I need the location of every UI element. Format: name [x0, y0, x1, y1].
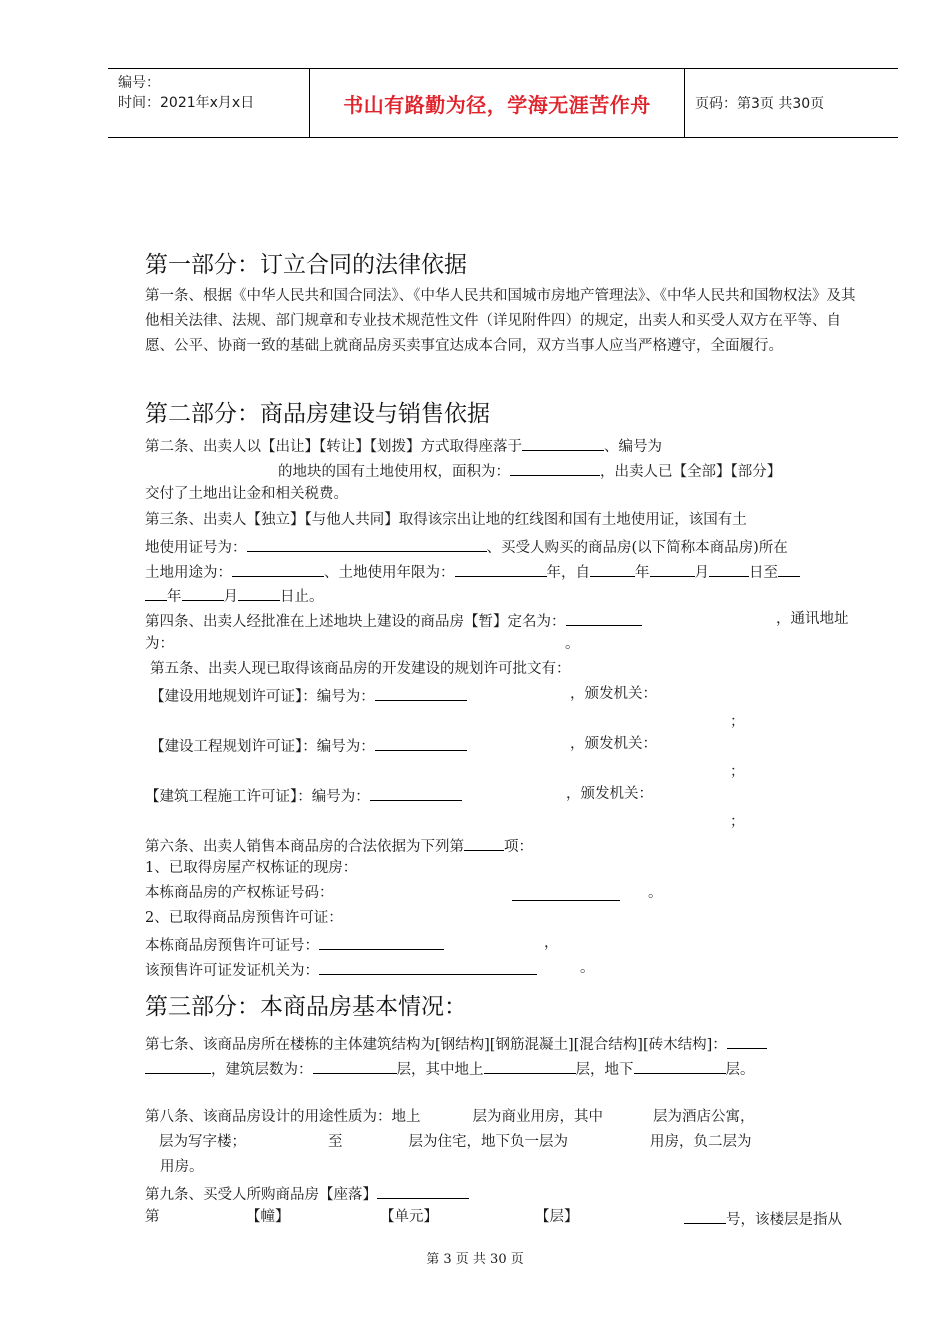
text: 的地块的国有土地使用权，面积为：: [278, 464, 510, 480]
blank-field[interactable]: [484, 1057, 576, 1074]
text: 日止。: [280, 589, 324, 605]
blank-field[interactable]: [727, 1032, 767, 1049]
text: 月: [223, 589, 238, 605]
article-8-line1: [145, 1107, 755, 1127]
permit-1: [150, 684, 467, 707]
permit-3: [145, 784, 462, 807]
blank-field[interactable]: [522, 434, 604, 451]
blank-field[interactable]: [650, 560, 695, 577]
text: 层为写字楼；: [159, 1134, 246, 1150]
permit-3-issuer: ，颁发机关：: [566, 786, 653, 802]
blank-field[interactable]: [145, 1057, 211, 1074]
text: 层，其中地上: [396, 1062, 484, 1078]
text: 本栋商品房预售许可证号：: [145, 938, 319, 954]
part3-title: 第三部分：本商品房基本情况：: [145, 994, 467, 1020]
article-6-item1: 1、已取得房屋产权栋证的现房：: [145, 860, 358, 876]
blank-field[interactable]: [232, 560, 324, 577]
permit-2-issuer: ，颁发机关：: [570, 736, 657, 752]
article-9-building: 【幢】: [246, 1209, 290, 1225]
text: 【建设工程规划许可证】：编号为：: [150, 739, 375, 755]
text: 号，该楼层是指从: [726, 1212, 842, 1228]
text: 第二条、出卖人以【出让】【转让】【划拨】方式取得座落于: [145, 439, 522, 455]
article-9-floor: 【层】: [535, 1209, 579, 1225]
article-3-line2: [145, 535, 788, 558]
text: 第四条、出卖人经批准在上述地块上建设的商品房【暂】定名为：: [145, 614, 566, 630]
blank-field[interactable]: [512, 884, 620, 901]
text: 日至: [749, 565, 778, 581]
article-8-line3: 用房。: [160, 1159, 204, 1175]
blank-field[interactable]: [375, 684, 467, 701]
article-6-item2-permit: [145, 933, 444, 956]
article-4-address-label: ，通讯地址: [776, 611, 849, 627]
number-label: 编号：: [118, 75, 160, 91]
article-8-line2: [145, 1132, 752, 1152]
article-2-line1: [145, 434, 662, 457]
article-2-line3: 交付了土地出让金和相关税费。: [145, 486, 348, 502]
article-2-line2: [278, 459, 781, 482]
article-9-number: [684, 1207, 842, 1230]
text: ，出卖人已【全部】【部分】: [600, 464, 782, 480]
blank-field[interactable]: [510, 459, 600, 476]
part1-title: 第一部分：订立合同的法律依据: [145, 252, 467, 278]
text: 【建筑工程施工许可证】：编号为：: [145, 789, 370, 805]
blank-field[interactable]: [590, 560, 635, 577]
text: 层。: [725, 1062, 755, 1078]
text: 用房，负二层为: [650, 1134, 752, 1150]
article-9-unit: 【单元】: [380, 1209, 438, 1225]
article-4-period: 。: [565, 636, 580, 652]
text: 第八条、该商品房设计的用途性质为：地上: [145, 1109, 421, 1125]
text: 至: [328, 1134, 343, 1150]
article-7-line2: [145, 1057, 755, 1080]
text: 地使用证号为：: [145, 540, 247, 556]
blank-field[interactable]: [377, 1182, 469, 1199]
blank-field[interactable]: [182, 584, 224, 601]
text: 层为住宅，地下负一层为: [408, 1134, 568, 1150]
blank-field[interactable]: [238, 584, 280, 601]
header-meta: [108, 69, 310, 137]
article-6-item2-authority: [145, 958, 537, 981]
blank-field[interactable]: [370, 784, 462, 801]
article-6-item2: 2、已取得商品房预售许可证：: [145, 910, 343, 926]
article-9-line2-start: 第: [145, 1209, 160, 1225]
article-1: 第一条、根据《中华人民共和国合同法》、《中华人民共和国城市房地产管理法》、《中华人民共和国物权法》及其他相关法律、法规、部门规章和专业技术规范性文件（详见附件四）的规定，出卖人和买受人双方在平等、自愿、公平、协商一致的基础上就商品房买卖事宜达成本合同，双方当事人应当严格遵守，全面履行。: [145, 288, 856, 354]
article-4-line1: [145, 609, 642, 632]
document-header: [108, 68, 898, 138]
blank-field[interactable]: [464, 834, 504, 851]
article-6-item2-period: 。: [580, 960, 595, 976]
text: 年: [167, 589, 182, 605]
article-3-line1: 第三条、出卖人【独立】【与他人共同】取得该宗出让地的红线图和国有土地使用证，该国有土: [145, 512, 747, 528]
article-7-line1: [145, 1032, 767, 1055]
text: ，建筑层数为：: [211, 1062, 313, 1078]
article-6-item1-period: 。: [648, 885, 663, 901]
text: 年，自: [546, 565, 590, 581]
article-4-line2: 为：: [145, 636, 174, 652]
blank-field[interactable]: [778, 560, 800, 577]
article-5: 第五条、出卖人现已取得该商品房的开发建设的规划许可批文有：: [150, 661, 571, 677]
text: 层为酒店公寓，: [653, 1109, 755, 1125]
header-motto: 书山有路勤为径，学海无涯苦作舟: [310, 69, 685, 137]
text: 年: [635, 565, 650, 581]
blank-field[interactable]: [319, 958, 537, 975]
permit-2: [150, 734, 467, 757]
text: 、买受人购买的商品房(以下简称本商品房)所在: [486, 540, 788, 556]
blank-field[interactable]: [634, 1057, 726, 1074]
permit-1-semicolon: ；: [730, 714, 745, 730]
blank-field[interactable]: [684, 1207, 726, 1224]
article-6-item2-comma: ，: [544, 935, 559, 951]
blank-field[interactable]: [709, 560, 749, 577]
article-9-line1: [145, 1182, 469, 1205]
text: 该预售许可证发证机关为：: [145, 963, 319, 979]
part2-title: 第二部分：商品房建设与销售依据: [145, 401, 490, 427]
text: 第六条、出卖人销售本商品房的合法依据为下列第: [145, 839, 464, 855]
text: 土地用途为：: [145, 565, 232, 581]
blank-field[interactable]: [313, 1057, 397, 1074]
text: 第七条、该商品房所在楼栋的主体建筑结构为[钢结构][钢筋混凝土][混合结构][砖木结构]：: [145, 1037, 727, 1053]
article-3-line3: [145, 560, 800, 583]
blank-field[interactable]: [375, 734, 467, 751]
page-footer: 第 3 页 共 30 页: [426, 1252, 524, 1267]
blank-field[interactable]: [455, 560, 547, 577]
text: 项：: [504, 839, 533, 855]
blank-field[interactable]: [247, 535, 487, 552]
blank-field[interactable]: [319, 933, 444, 950]
text: 月: [694, 565, 709, 581]
page-indicator: 页码：第3页 共30页: [695, 96, 825, 112]
text: 、编号为: [604, 439, 662, 455]
text: 第九条、买受人所购商品房【座落】: [145, 1187, 377, 1203]
permit-2-semicolon: ；: [730, 764, 745, 780]
text: 层，地下: [575, 1062, 634, 1078]
article-6-item1-cert: 本栋商品房的产权栋证号码：: [145, 885, 334, 901]
blank-field[interactable]: [566, 609, 642, 626]
article-6: [145, 834, 533, 857]
text: 、土地使用年限为：: [324, 565, 455, 581]
text: 层为商业用房，其中: [472, 1109, 603, 1125]
blank-field[interactable]: [145, 584, 167, 601]
permit-3-semicolon: ；: [730, 814, 745, 830]
article-3-line4: [145, 584, 324, 607]
text: 【建设用地规划许可证】：编号为：: [150, 689, 375, 705]
time-label: 时间：2021年x月x日: [118, 95, 255, 111]
permit-1-issuer: ，颁发机关：: [570, 686, 657, 702]
